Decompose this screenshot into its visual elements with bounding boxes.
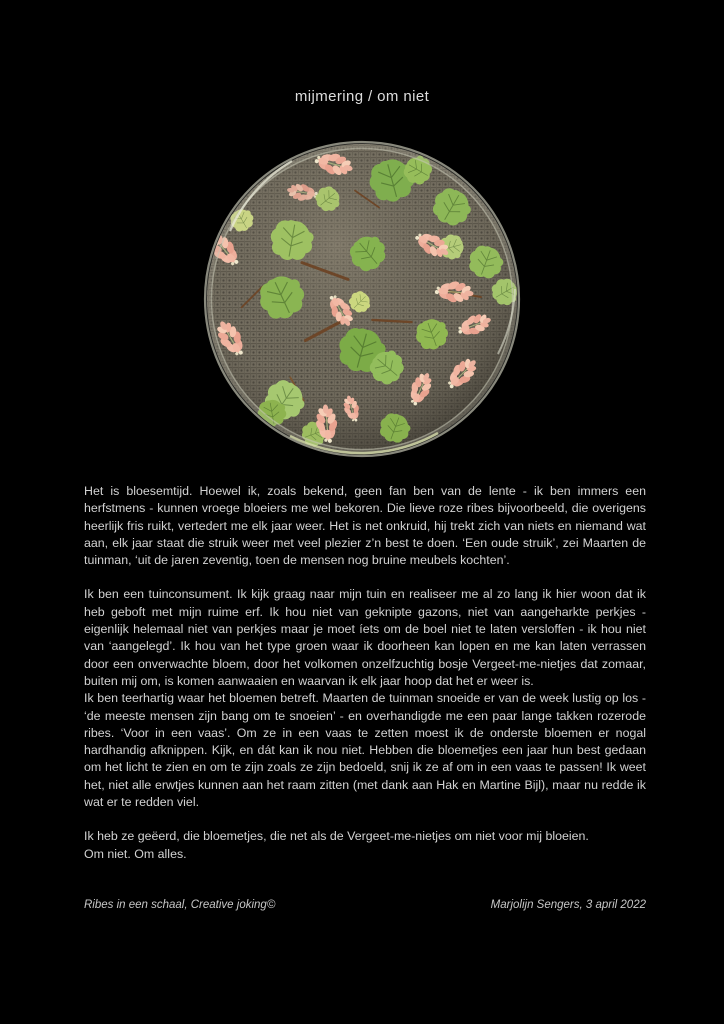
paragraph-bloesemtijd: Het is bloesemtijd. Hoewel ik, zoals bekend, geen fan ben van de lente - ik ben immers een herfstmens - kunnen vroege bloeiers me wel bekoren. Die lieve roze ribes bijvoorbeeld, die overigens heerlijk fris ruikt, vertedert me elk jaar weer. Het is net onkruid, hij trekt zich van niets en niemand wat aan, elk jaar staat die struik weer met veel plezier z’n best te doen. ‘Een oude struik’, zei Maarten de tuinman, ‘uit de jaren zeventig, toen de mensen nog bruine meubels kochten’. [84,484,646,568]
page-title: mijmering / om niet [294,88,430,105]
dish-photo-illustration [202,139,522,459]
paragraph-om-niet: Om niet. Om alles. [84,846,187,861]
photo-ribes-in-dish [202,139,522,459]
credit-caption: Ribes in een schaal, Creative joking© [84,899,276,911]
paragraph-tuinconsument: Ik ben een tuinconsument. Ik kijk graag naar mijn tuin en realiseer me al zo lang ik hier woon dat ik heb geboft met mijn ruime erf. Ik hou niet van geknipte gazons, niet van aangeharkte perkjes - eigenlijk helemaal niet van perkjes maar je moet íets om de boel niet te laten versloffen - ik hou niet van ‘aangelegd’. Ik hou van het type groen waar ik doorheen kan lopen en me kan laten verrassen door een onverwachte bloem, door het volkomen onzelfzuchtig bosje Vergeet-me-nietjes dat zomaar, buiten mij om, is komen aanwaaien en waarvan ik elk jaar hoop dat het er weer is. [84,587,646,688]
paragraph-teerhartig: Ik ben teerhartig waar het bloemen betreft. Maarten de tuinman snoeide er van de week lustig op los - ‘de meeste mensen zijn bang om te snoeien’ - en overhandigde me een paar lange takken rozerode ribes. ‘Voor in een vaas’. Om ze in een vaas te zetten moest ik de onderste bloemen er nogal hardhandig afknippen. Kijk, en dát kan ik nou niet. Hebben die bloemetjes een jaar hun best gedaan om het licht te zien en om te zijn zoals ze zijn bedoeld, snij ik ze af om in een vaas te passen! Ik weet het, niet alle erwtjes kunnen aan het raam zitten (met dank aan Hak en Martine Bijl), maar nu redde ik wat er te redden viel. [84,691,646,810]
paragraph-geeerd: Ik heb ze geëerd, die bloemetjes, die net als de Vergeet-me-nietjes om niet voor mij bloeien. [84,829,589,844]
credit-author-date: Marjolijn Sengers, 3 april 2022 [490,899,646,911]
footer [84,899,646,911]
article-text [84,483,646,863]
